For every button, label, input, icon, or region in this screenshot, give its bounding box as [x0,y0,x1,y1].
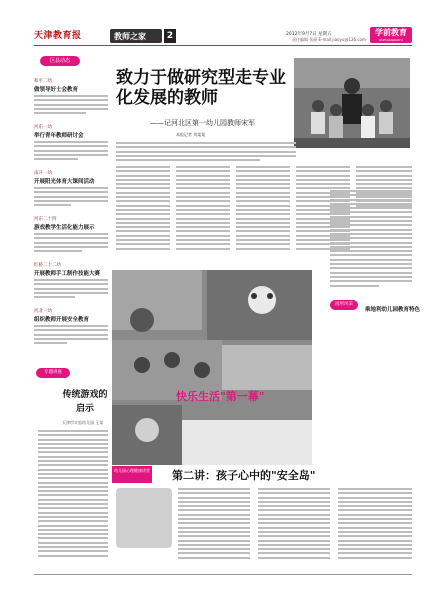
page-footer-rule [34,574,412,575]
brief-text [34,187,108,206]
column-tab [110,29,162,43]
brief-title: 开展阳光体育大课间活动 [34,179,95,185]
sidebar-tab: 区县动态 [40,56,80,66]
masthead [34,27,412,45]
brief-tag: 红桥二十二幼 [34,263,61,268]
brief-tag: 河东一幼 [34,125,52,130]
section-name: 学前教育 [370,27,412,43]
sub-article-title: 乘地利幼儿园教育特色 [365,307,421,313]
collage-title: 快乐生活"第一幕" [176,390,265,403]
brief-tag: 河北一幼 [34,309,52,314]
brief-title: 举行青年教师研讨会 [34,133,84,139]
lecture-tab: 专题讲座 [36,368,70,378]
sidebar-briefs [34,56,108,356]
kids-activity-photo-collage [112,270,312,465]
brief-tag: 河东二十四 [34,217,57,222]
masthead-rule [34,45,412,46]
brief-text [34,325,108,344]
brief-item [34,216,108,254]
text-column [176,166,230,286]
lecture-title: 传统游戏的启示 [62,390,108,414]
brief-text [34,141,108,160]
brief-text [34,95,108,114]
editor-info: 责任编辑 张丽 E-mail:jiaoyu@126.com [292,37,366,42]
text-column [116,166,170,286]
page-number: 2 [164,29,176,43]
section-badge: 园所风采 [330,300,358,310]
brief-text [34,233,108,252]
brief-title: 游戏教学生活化能力展示 [34,225,95,231]
brief-text [34,279,108,298]
feature-subhead: ——记河北区第一幼儿园教师宋军 [150,119,255,127]
bottom-illustration [116,488,172,548]
right-column-text [330,190,412,460]
brief-tag: 和平二幼 [34,79,52,84]
brief-title: 组织教师开展安全教育 [34,317,90,323]
bottom-article-tag: 幼儿园心理健康讲堂 [112,466,152,483]
brief-tag: 南开一幼 [34,171,52,176]
brief-item [34,78,108,116]
section-pinyin: XUEQIANJIAOYU [379,38,403,42]
lecture-text [38,430,108,570]
feature-lede [116,142,296,164]
brief-title: 开展教师手工制作技能大赛 [34,271,101,277]
text-column [236,166,290,286]
bottom-article-banner [112,466,412,484]
bottom-article-title: 第二讲：孩子心中的"安全岛" [172,469,316,482]
feature-headline: 致力于做研究型走专业化发展的教师 [116,68,286,108]
brief-title: 做领导好士会教育 [34,87,79,93]
brief-item [34,308,108,346]
brief-item [34,170,108,208]
lecture-byline: 天津市实验幼儿园 王某 [62,420,104,425]
bottom-article-text [178,488,412,572]
column-tab-label: 教师之家 [114,32,146,41]
brief-item [34,124,108,162]
feature-byline: 本报记者 刘某某 [176,132,206,137]
teacher-with-children-photo [294,58,410,148]
brief-item [34,262,108,300]
issue-date: 2012年9月7日 星期五 [286,32,332,37]
newspaper-logo: 天津教育报 [34,31,82,41]
